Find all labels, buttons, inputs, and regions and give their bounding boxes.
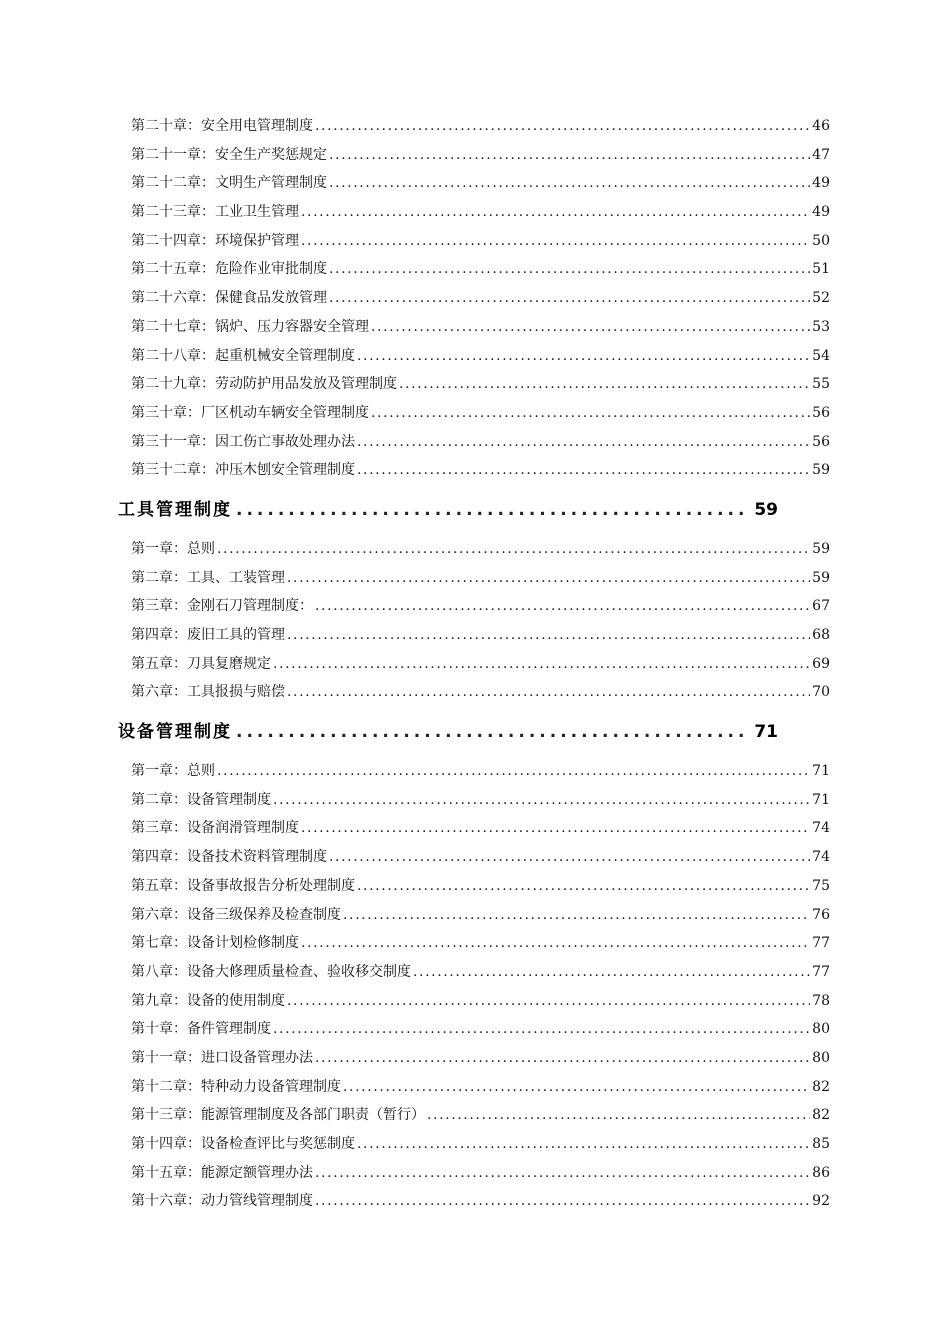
- toc-entry-title: 第六章：工具报损与赔偿: [131, 684, 285, 701]
- toc-entry-title: 第二十五章：危险作业审批制度: [131, 261, 327, 278]
- toc-section-heading[interactable]: [118, 485, 778, 535]
- toc-page-number: 50: [812, 232, 830, 249]
- dot-leader: [357, 872, 810, 901]
- dot-leader: [357, 428, 810, 457]
- toc-entry-title: 第三章：金刚石刀管理制度：: [131, 598, 313, 615]
- toc-entry[interactable]: [118, 255, 830, 284]
- toc-entry-title: 第十一章：进口设备管理办法: [131, 1049, 313, 1066]
- toc-entry-title: 第十三章：能源管理制度及各部门职责（暂行）: [131, 1107, 425, 1124]
- toc-entry[interactable]: [118, 592, 830, 621]
- toc-page-number: 82: [812, 1107, 830, 1124]
- dot-leader: [329, 141, 810, 170]
- toc-page-number: 71: [812, 791, 830, 808]
- toc-page-number: 47: [812, 146, 830, 163]
- toc-page-number: 92: [812, 1193, 830, 1210]
- toc-entry-title: 第二十八章：起重机械安全管理制度: [131, 347, 355, 364]
- toc-entry-title: 第十六章：动力管线管理制度: [131, 1193, 313, 1210]
- toc-entry-title: 第二十二章：文明生产管理制度: [131, 175, 327, 192]
- toc-page-number: 74: [812, 849, 830, 866]
- toc-entry-title: 第六章：设备三级保养及检查制度: [131, 906, 341, 923]
- dot-leader: [236, 485, 750, 535]
- toc-page-number: 80: [812, 1021, 830, 1038]
- toc-page-number: 71: [812, 763, 830, 780]
- dot-leader: [371, 313, 810, 342]
- toc-page-number: 75: [812, 877, 830, 894]
- toc-page-number: 51: [812, 261, 830, 278]
- toc-entry-title: 第八章：设备大修理质量检查、验收移交制度: [131, 963, 411, 980]
- toc-entry[interactable]: [118, 342, 830, 371]
- toc-page-number: 53: [812, 318, 830, 335]
- toc-page-number: 78: [812, 992, 830, 1009]
- toc-entry-title: 第二十四章：环境保护管理: [131, 232, 299, 249]
- toc-entry-title: 第七章：设备计划检修制度: [131, 935, 299, 952]
- toc-entry[interactable]: [118, 987, 830, 1016]
- dot-leader: [236, 707, 750, 757]
- dot-leader: [287, 564, 810, 593]
- toc-entry[interactable]: [118, 786, 830, 815]
- dot-leader: [273, 1015, 810, 1044]
- toc-entry[interactable]: [118, 757, 830, 786]
- toc-entry[interactable]: [118, 650, 830, 679]
- dot-leader: [301, 227, 810, 256]
- toc-entry[interactable]: [118, 141, 830, 170]
- toc-entry-title: 第二十一章：安全生产奖惩规定: [131, 146, 327, 163]
- toc-entry-title: 第三章：设备润滑管理制度: [131, 820, 299, 837]
- dot-leader: [315, 1159, 810, 1188]
- toc-entry[interactable]: [118, 1159, 830, 1188]
- toc-page-number: 71: [754, 722, 778, 743]
- toc-entry-title: 第十四章：设备检查评比与奖惩制度: [131, 1136, 355, 1152]
- toc-page-number: 59: [812, 569, 830, 586]
- toc-entry-title: 第十五章：能源定额管理办法: [131, 1164, 313, 1181]
- toc-entry-title: 第二十六章：保健食品发放管理: [131, 290, 327, 307]
- toc-page-number: 80: [812, 1049, 830, 1066]
- dot-leader: [343, 901, 810, 930]
- toc-page-number: 67: [812, 598, 830, 615]
- dot-leader: [343, 1073, 810, 1102]
- toc-page-number: 54: [812, 347, 830, 364]
- toc-entry[interactable]: [118, 456, 830, 485]
- toc-entry[interactable]: [118, 169, 830, 198]
- dot-leader: [287, 678, 810, 707]
- dot-leader: [357, 456, 810, 485]
- dot-leader: [357, 342, 810, 371]
- dot-leader: [301, 198, 810, 227]
- toc-entry[interactable]: [118, 535, 830, 564]
- dot-leader: [273, 786, 810, 815]
- toc-entry-title: 工具管理制度: [118, 499, 232, 520]
- toc-entry[interactable]: [118, 112, 830, 141]
- toc-page-number: 70: [812, 684, 830, 701]
- toc-page-number: 86: [812, 1164, 830, 1181]
- toc-entry-title: 第二章：设备管理制度: [131, 791, 271, 808]
- toc-page-number: 59: [812, 462, 830, 479]
- dot-leader: [315, 1044, 810, 1073]
- dot-leader: [217, 535, 810, 564]
- toc-entry[interactable]: [118, 1187, 830, 1216]
- toc-page-number: 52: [812, 290, 830, 307]
- toc-entry[interactable]: [118, 313, 830, 342]
- toc-page-number: 56: [812, 433, 830, 450]
- toc-entry[interactable]: [118, 227, 830, 256]
- toc-page-number: 49: [812, 175, 830, 192]
- toc-entry-title: 第十章：备件管理制度: [131, 1021, 271, 1038]
- dot-leader: [273, 650, 810, 679]
- dot-leader: [413, 958, 810, 987]
- toc-entry-title: 第三十章：厂区机动车辆安全管理制度: [131, 404, 369, 421]
- toc-entry-title: 设备管理制度: [118, 722, 232, 743]
- toc-section-heading[interactable]: [118, 707, 778, 757]
- toc-entry[interactable]: [118, 1073, 830, 1102]
- toc-page-number: 59: [812, 540, 830, 557]
- toc-entry[interactable]: [118, 399, 830, 428]
- toc-entry[interactable]: [118, 428, 830, 457]
- dot-leader: [315, 1187, 810, 1216]
- toc-entry-title: 第十二章：特种动力设备管理制度: [131, 1078, 341, 1095]
- toc-entry[interactable]: [118, 1015, 830, 1044]
- toc-entry-title: 第九章：设备的使用制度: [131, 992, 285, 1009]
- toc-entry-title: 第五章：设备事故报告分析处理制度: [131, 877, 355, 894]
- toc-entry-title: 第二章：工具、工装管理: [131, 569, 285, 586]
- toc-entry-title: 第五章：刀具复磨规定: [131, 655, 271, 672]
- dot-leader: [427, 1101, 810, 1130]
- toc-entry[interactable]: [118, 901, 830, 930]
- toc-entry[interactable]: [118, 678, 830, 707]
- toc-entry-title: 第二十三章：工业卫生管理: [131, 204, 299, 221]
- toc-entry-title: 第二十九章：劳动防护用品发放及管理制度: [131, 376, 397, 393]
- toc-page-number: 68: [812, 627, 830, 643]
- toc-entry[interactable]: [118, 564, 830, 593]
- dot-leader: [329, 255, 810, 284]
- toc-entry-title: 第一章：总则: [131, 763, 215, 780]
- toc-entry[interactable]: [118, 621, 830, 650]
- dot-leader: [399, 370, 810, 399]
- toc-page-number: 56: [812, 404, 830, 421]
- toc-entry[interactable]: [118, 198, 830, 227]
- toc-page-number: 74: [812, 820, 830, 837]
- toc-page-number: 46: [812, 118, 830, 134]
- toc-page-number: 77: [812, 935, 830, 952]
- toc-entry-title: 第三十一章：因工伤亡事故处理办法: [131, 433, 355, 450]
- dot-leader: [301, 814, 810, 843]
- toc-entry[interactable]: [118, 843, 830, 872]
- table-of-contents: [118, 112, 830, 1216]
- toc-entry[interactable]: [118, 929, 830, 958]
- toc-page-number: 49: [812, 204, 830, 221]
- toc-entry-title: 第二十七章：锅炉、压力容器安全管理: [131, 318, 369, 335]
- toc-page-number: 59: [754, 499, 778, 520]
- toc-entry-title: 第三十二章：冲压木刨安全管理制度: [131, 462, 355, 479]
- dot-leader: [287, 621, 810, 650]
- toc-entry[interactable]: [118, 370, 830, 399]
- dot-leader: [329, 284, 810, 313]
- toc-entry[interactable]: [118, 1130, 830, 1159]
- toc-page-number: 85: [812, 1136, 830, 1152]
- toc-entry[interactable]: [118, 1101, 830, 1130]
- dot-leader: [371, 399, 810, 428]
- toc-entry-title: 第四章：废旧工具的管理: [131, 627, 285, 643]
- toc-entry[interactable]: [118, 1044, 830, 1073]
- dot-leader: [301, 929, 810, 958]
- toc-entry[interactable]: [118, 284, 830, 313]
- dot-leader: [315, 112, 810, 141]
- toc-entry-title: 第一章：总则: [131, 540, 215, 557]
- toc-entry[interactable]: [118, 814, 830, 843]
- toc-page-number: 69: [812, 655, 830, 672]
- dot-leader: [357, 1130, 810, 1159]
- toc-entry-title: 第四章：设备技术资料管理制度: [131, 849, 327, 866]
- dot-leader: [287, 987, 810, 1016]
- dot-leader: [329, 843, 810, 872]
- toc-page-number: 77: [812, 963, 830, 980]
- toc-page-number: 82: [812, 1078, 830, 1095]
- dot-leader: [217, 757, 810, 786]
- toc-entry-title: 第二十章：安全用电管理制度: [131, 118, 313, 134]
- dot-leader: [329, 169, 810, 198]
- toc-entry[interactable]: [118, 872, 830, 901]
- toc-entry[interactable]: [118, 958, 830, 987]
- dot-leader: [315, 592, 810, 621]
- toc-page-number: 76: [812, 906, 830, 923]
- toc-page-number: 55: [812, 376, 830, 393]
